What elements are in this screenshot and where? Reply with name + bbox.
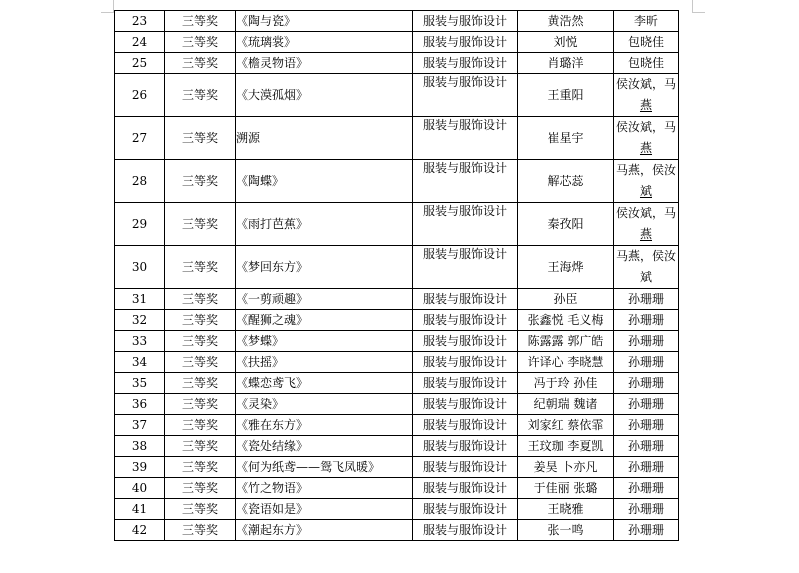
cell-category: 服装与服饰设计 [413,352,518,373]
cell-student: 许译心 李晓慧 [518,352,614,373]
cell-teacher: 孙珊珊 [614,310,679,331]
cell-title: 《檐灵物语》 [236,53,413,74]
cell-award-level: 三等奖 [165,394,236,415]
cell-student: 孙臣 [518,289,614,310]
cell-teacher: 包晓佳 [614,53,679,74]
cell-category: 服装与服饰设计 [413,331,518,352]
cell-student: 于佳丽 张璐 [518,478,614,499]
teacher-line: 侯汝斌，马 [615,206,676,220]
cell-index: 28 [115,160,165,203]
cell-title: 《扶摇》 [236,352,413,373]
cell-category: 服装与服饰设计 [413,11,518,32]
table-row [115,394,679,415]
cell-award-level: 三等奖 [165,203,236,246]
table-row [115,331,679,352]
cell-student: 秦孜阳 [518,203,614,246]
table-row [115,373,679,394]
table-row [115,520,679,541]
cell-award-level: 三等奖 [165,246,236,289]
cell-index: 41 [115,499,165,520]
cell-title: 《醒狮之魂》 [236,310,413,331]
cell-category: 服装与服饰设计 [413,436,518,457]
cell-award-level: 三等奖 [165,478,236,499]
cell-award-level: 三等奖 [165,520,236,541]
table-row [115,203,679,246]
cell-title: 《何为纸鸢——鸳飞凤暖》 [236,457,413,478]
table-row [115,499,679,520]
cell-index: 31 [115,289,165,310]
cell-title: 《瓷语如是》 [236,499,413,520]
cell-title: 《雅在东方》 [236,415,413,436]
margin-corner-mark [692,0,705,13]
cell-award-level: 三等奖 [165,117,236,160]
cell-teacher: 孙珊珊 [614,436,679,457]
cell-index: 26 [115,74,165,117]
cell-award-level: 三等奖 [165,436,236,457]
table-row [115,352,679,373]
cell-index: 40 [115,478,165,499]
table-row [115,117,679,160]
teacher-line: 马燕，侯汝 [615,163,676,177]
cell-category: 服装与服饰设计 [413,373,518,394]
cell-category: 服装与服饰设计 [413,246,518,289]
cell-student: 张鑫悦 毛义梅 [518,310,614,331]
cell-award-level: 三等奖 [165,499,236,520]
cell-title: 《陶蝶》 [236,160,413,203]
cell-category: 服装与服饰设计 [413,394,518,415]
cell-teacher: 孙珊珊 [614,457,679,478]
table-row [115,478,679,499]
cell-student: 王玟珈 李夏凯 [518,436,614,457]
cell-student: 刘悦 [518,32,614,53]
cell-student: 纪朝瑞 魏诸 [518,394,614,415]
cell-teacher [614,117,679,160]
cell-teacher: 李昕 [614,11,679,32]
cell-category: 服装与服饰设计 [413,32,518,53]
teacher-line: 侯汝斌，马 [615,77,676,91]
cell-title: 《梦蝶》 [236,331,413,352]
cell-title: 溯源 [236,117,413,160]
cell-title: 《瓷处结缘》 [236,436,413,457]
cell-teacher: 包晓佳 [614,32,679,53]
cell-award-level: 三等奖 [165,32,236,53]
cell-title: 《陶与瓷》 [236,11,413,32]
cell-title: 《一剪顽趣》 [236,289,413,310]
cell-award-level: 三等奖 [165,457,236,478]
cell-student: 姜昊 卜亦凡 [518,457,614,478]
cell-index: 32 [115,310,165,331]
cell-index: 25 [115,53,165,74]
cell-award-level: 三等奖 [165,331,236,352]
table-row [115,11,679,32]
cell-index: 35 [115,373,165,394]
cell-student: 黄浩然 [518,11,614,32]
cell-award-level: 三等奖 [165,415,236,436]
cell-teacher: 孙珊珊 [614,331,679,352]
cell-teacher [614,203,679,246]
cell-teacher: 孙珊珊 [614,478,679,499]
cell-category: 服装与服饰设计 [413,203,518,246]
table-row [115,74,679,117]
cell-teacher: 孙珊珊 [614,499,679,520]
cell-category: 服装与服饰设计 [413,499,518,520]
table-row [115,289,679,310]
cell-index: 27 [115,117,165,160]
cell-category: 服装与服饰设计 [413,74,518,117]
cell-award-level: 三等奖 [165,310,236,331]
cell-category: 服装与服饰设计 [413,117,518,160]
cell-student: 张一鸣 [518,520,614,541]
cell-index: 39 [115,457,165,478]
table-row [115,310,679,331]
margin-corner-mark [101,0,114,13]
cell-index: 23 [115,11,165,32]
table-row [115,53,679,74]
cell-teacher: 孙珊珊 [614,373,679,394]
cell-teacher: 孙珊珊 [614,352,679,373]
table-row [115,415,679,436]
table-row [115,457,679,478]
cell-student: 冯于玲 孙佳 [518,373,614,394]
cell-teacher: 孙珊珊 [614,394,679,415]
cell-student: 崔星宇 [518,117,614,160]
teacher-line: 燕 [639,227,652,241]
cell-category: 服装与服饰设计 [413,53,518,74]
cell-award-level: 三等奖 [165,373,236,394]
teacher-line: 侯汝斌，马 [615,120,676,134]
cell-title: 《灵染》 [236,394,413,415]
cell-title: 《潮起东方》 [236,520,413,541]
table-row [115,160,679,203]
cell-teacher [614,74,679,117]
cell-award-level: 三等奖 [165,53,236,74]
cell-title: 《琉璃裳》 [236,32,413,53]
award-table [114,10,679,541]
cell-index: 29 [115,203,165,246]
cell-student: 陈露露 郭广皓 [518,331,614,352]
cell-student: 王海烨 [518,246,614,289]
cell-category: 服装与服饰设计 [413,415,518,436]
cell-title: 《雨打芭蕉》 [236,203,413,246]
cell-student: 王重阳 [518,74,614,117]
table-row [115,32,679,53]
cell-category: 服装与服饰设计 [413,160,518,203]
cell-category: 服装与服饰设计 [413,478,518,499]
cell-category: 服装与服饰设计 [413,520,518,541]
cell-student: 刘家红 蔡依霏 [518,415,614,436]
cell-index: 36 [115,394,165,415]
cell-index: 30 [115,246,165,289]
cell-teacher [614,160,679,203]
cell-student: 解芯蕊 [518,160,614,203]
teacher-line: 马燕，侯汝 [615,249,676,263]
cell-index: 42 [115,520,165,541]
table-row [115,246,679,289]
cell-category: 服装与服饰设计 [413,310,518,331]
cell-index: 33 [115,331,165,352]
cell-title: 《竹之物语》 [236,478,413,499]
cell-award-level: 三等奖 [165,289,236,310]
cell-title: 《梦回东方》 [236,246,413,289]
cell-award-level: 三等奖 [165,11,236,32]
teacher-line: 斌 [639,270,652,284]
teacher-line: 燕 [639,141,652,155]
cell-student: 肖璐洋 [518,53,614,74]
cell-teacher: 孙珊珊 [614,289,679,310]
cell-teacher: 孙珊珊 [614,520,679,541]
cell-award-level: 三等奖 [165,160,236,203]
cell-title: 《大漠孤烟》 [236,74,413,117]
cell-index: 24 [115,32,165,53]
teacher-line: 燕 [639,98,652,112]
cell-award-level: 三等奖 [165,352,236,373]
cell-teacher [614,246,679,289]
cell-teacher: 孙珊珊 [614,415,679,436]
cell-title: 《蝶恋鸢飞》 [236,373,413,394]
cell-category: 服装与服饰设计 [413,289,518,310]
cell-index: 34 [115,352,165,373]
cell-student: 王晓雅 [518,499,614,520]
teacher-line: 斌 [639,184,652,198]
cell-index: 38 [115,436,165,457]
cell-index: 37 [115,415,165,436]
table-row [115,436,679,457]
cell-award-level: 三等奖 [165,74,236,117]
cell-category: 服装与服饰设计 [413,457,518,478]
